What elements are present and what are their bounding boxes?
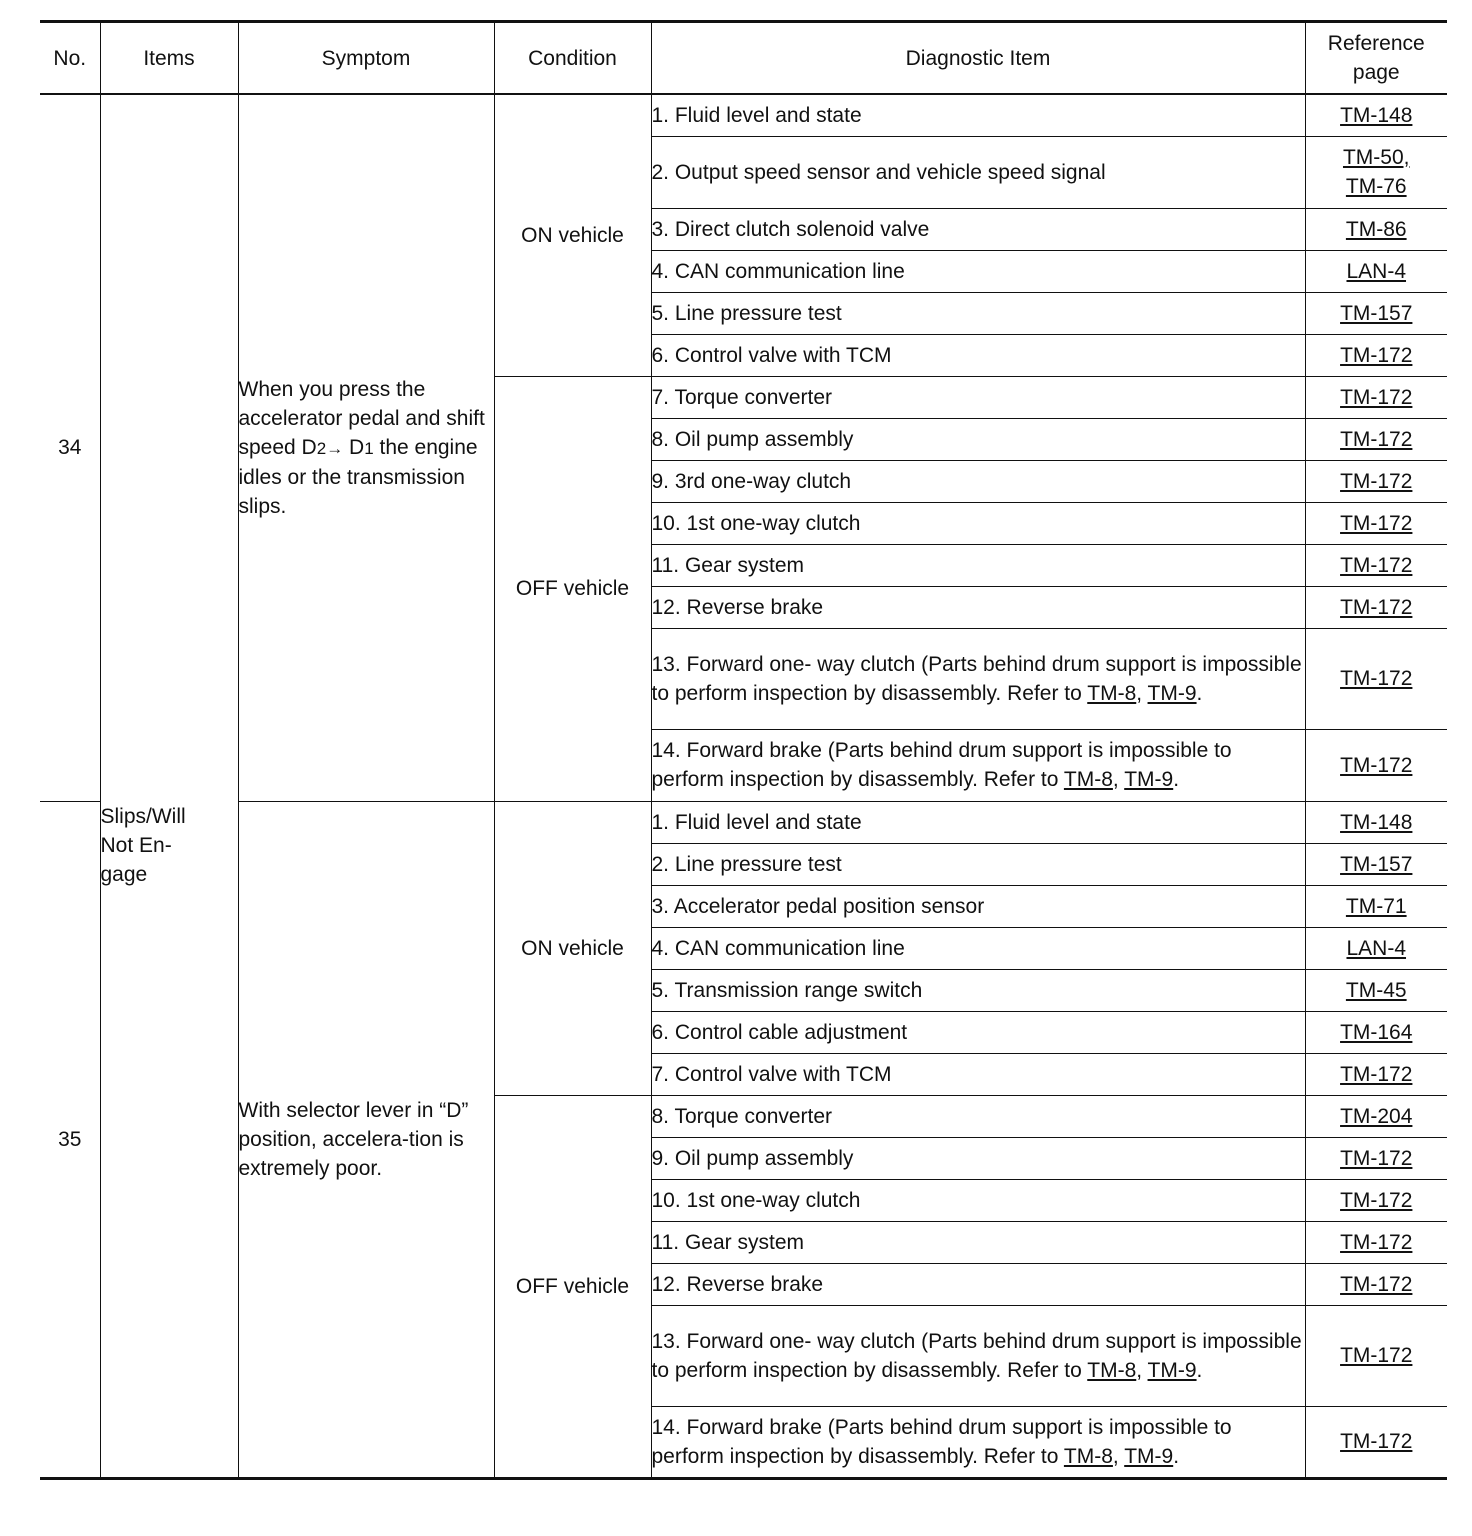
reference-link[interactable]: TM-172 bbox=[1340, 753, 1413, 777]
diagnostic-item: 5. Transmission range switch bbox=[651, 969, 1305, 1011]
diagnostic-item: 3. Accelerator pedal position sensor bbox=[651, 885, 1305, 927]
period: . bbox=[1173, 768, 1180, 791]
case-number: 34 bbox=[40, 94, 100, 801]
reference-link[interactable]: TM-172 bbox=[1340, 1188, 1413, 1212]
diagnostic-item: 2. Line pressure test bbox=[651, 843, 1305, 885]
diagnostic-item: 8. Torque converter bbox=[651, 1095, 1305, 1137]
header-diagnostic-item: Diagnostic Item bbox=[651, 22, 1305, 95]
diagnostic-item: 7. Control valve with TCM bbox=[651, 1053, 1305, 1095]
reference-link[interactable]: TM-45 bbox=[1345, 978, 1407, 1002]
symptom-text: When you press the accelerator pedal and shift speed D bbox=[238, 377, 485, 459]
reference-link[interactable]: TM-172 bbox=[1340, 343, 1413, 367]
diagnostic-item: 3. Direct clutch solenoid valve bbox=[651, 208, 1305, 250]
reference-link[interactable]: TM-172 bbox=[1340, 511, 1413, 535]
symptom-cell bbox=[238, 94, 494, 801]
inline-reference-link[interactable]: TM-8 bbox=[1063, 1444, 1113, 1468]
diagnostic-item bbox=[651, 628, 1305, 729]
diagnostic-item: 1. Fluid level and state bbox=[651, 801, 1305, 843]
diagnostic-item: 8. Oil pump assembly bbox=[651, 418, 1305, 460]
reference-link[interactable]: TM-172 bbox=[1340, 1062, 1413, 1086]
case-number: 35 bbox=[40, 801, 100, 1478]
symptom-cell bbox=[238, 801, 494, 1478]
reference-link[interactable]: TM-172 bbox=[1340, 469, 1413, 493]
inline-reference-link[interactable]: TM-8 bbox=[1063, 768, 1113, 791]
header-symptom: Symptom bbox=[238, 22, 494, 95]
header-no: No. bbox=[53, 46, 87, 70]
diagnostic-item: 4. CAN communication line bbox=[651, 250, 1305, 292]
diagnostic-item: 11. Gear system bbox=[651, 544, 1305, 586]
diagnostic-item: 2. Output speed sensor and vehicle speed signal bbox=[651, 136, 1305, 208]
diagnostic-item: 10. 1st one-way clutch bbox=[651, 1179, 1305, 1221]
inline-reference-link[interactable]: TM-8 bbox=[1087, 1358, 1137, 1382]
reference-link[interactable]: TM-172 bbox=[1340, 553, 1413, 577]
period: . bbox=[1173, 1444, 1180, 1468]
diagnostic-item: 7. Torque converter bbox=[651, 376, 1305, 418]
condition-cell: ON vehicle bbox=[494, 94, 651, 376]
reference-link[interactable]: TM-86 bbox=[1345, 217, 1407, 241]
separator: , bbox=[1136, 681, 1148, 705]
diagnostic-item: 5. Line pressure test bbox=[651, 292, 1305, 334]
condition-cell: ON vehicle bbox=[494, 801, 651, 1095]
diagnostic-item: 11. Gear system bbox=[651, 1221, 1305, 1263]
diagnostic-item bbox=[651, 729, 1305, 801]
separator: , bbox=[1136, 1358, 1148, 1382]
diagnostic-item: 4. CAN communication line bbox=[651, 927, 1305, 969]
diagnostic-item-text: 14. Forward brake (Parts behind drum support is impossible to perform inspection by disassembly. Refer to bbox=[651, 739, 1232, 791]
reference-link[interactable]: TM-148 bbox=[1340, 103, 1413, 127]
diagnostic-item: 12. Reverse brake bbox=[651, 586, 1305, 628]
header-items: Items bbox=[100, 22, 238, 95]
items-label: Slips/Will Not En-gage bbox=[100, 805, 186, 887]
reference-link[interactable]: TM-50, bbox=[1342, 146, 1410, 169]
reference-link[interactable]: TM-172 bbox=[1340, 1430, 1413, 1453]
header-condition: Condition bbox=[494, 22, 651, 95]
reference-link[interactable]: TM-172 bbox=[1340, 385, 1413, 409]
items-cell bbox=[100, 94, 238, 1478]
inline-reference-link[interactable]: TM-9 bbox=[1124, 1444, 1174, 1468]
reference-link[interactable]: TM-172 bbox=[1340, 595, 1413, 619]
reference-link[interactable]: TM-172 bbox=[1340, 427, 1413, 451]
diagnostic-item-text: 13. Forward one- way clutch (Parts behind drum support is impossible to perform inspection by disassembly. Refer to bbox=[651, 652, 1302, 705]
arrow-icon: → bbox=[326, 438, 344, 458]
diagnostic-item: 6. Control cable adjustment bbox=[651, 1011, 1305, 1053]
reference-link[interactable]: TM-157 bbox=[1340, 852, 1413, 876]
condition-cell: OFF vehicle bbox=[494, 376, 651, 801]
header-reference-page: Reference page bbox=[1305, 22, 1447, 95]
inline-reference-link[interactable]: TM-9 bbox=[1124, 768, 1174, 791]
symptom-subscript: 1 bbox=[364, 438, 374, 458]
diagnostic-item: 9. 3rd one-way clutch bbox=[651, 460, 1305, 502]
reference-link[interactable]: TM-172 bbox=[1340, 1344, 1413, 1367]
reference-link[interactable]: TM-204 bbox=[1340, 1104, 1413, 1128]
condition-cell: OFF vehicle bbox=[494, 1095, 651, 1478]
symptom-text: the engine idles or the transmission slips. bbox=[238, 435, 478, 518]
period: . bbox=[1196, 1358, 1203, 1382]
diagnostic-item: 12. Reverse brake bbox=[651, 1263, 1305, 1305]
table-row bbox=[40, 801, 1447, 843]
reference-link[interactable]: TM-172 bbox=[1340, 1272, 1413, 1296]
header-row bbox=[40, 22, 1447, 95]
diagnostic-item-text: 13. Forward one- way clutch (Parts behind drum support is impossible to perform inspection by disassembly. Refer to bbox=[651, 1329, 1302, 1382]
reference-link[interactable]: TM-172 bbox=[1340, 667, 1413, 690]
period: . bbox=[1196, 681, 1203, 705]
diagnostic-item-text: 14. Forward brake (Parts behind drum support is impossible to perform inspection by disassembly. Refer to bbox=[651, 1415, 1232, 1468]
reference-link[interactable]: TM-172 bbox=[1340, 1146, 1413, 1170]
separator: , bbox=[1112, 768, 1125, 791]
diagnostic-item: 1. Fluid level and state bbox=[651, 94, 1305, 136]
reference-link[interactable]: TM-164 bbox=[1340, 1020, 1413, 1044]
diagnostic-item bbox=[651, 1305, 1305, 1406]
table-row bbox=[40, 94, 1447, 136]
diagnostic-item: 9. Oil pump assembly bbox=[651, 1137, 1305, 1179]
symptom-text: D bbox=[343, 435, 365, 459]
inline-reference-link[interactable]: TM-8 bbox=[1087, 681, 1137, 705]
reference-link[interactable]: LAN-4 bbox=[1346, 259, 1407, 283]
diagnostic-item: 6. Control valve with TCM bbox=[651, 334, 1305, 376]
reference-link[interactable]: TM-157 bbox=[1340, 301, 1413, 325]
reference-link[interactable]: TM-172 bbox=[1340, 1230, 1413, 1254]
diagnostic-table bbox=[40, 20, 1447, 1480]
reference-link[interactable]: TM-71 bbox=[1345, 894, 1407, 918]
diagnostic-item: 10. 1st one-way clutch bbox=[651, 502, 1305, 544]
symptom-text: With selector lever in “D” position, accelera-tion is extremely poor. bbox=[238, 1098, 469, 1180]
diagnostic-item bbox=[651, 1406, 1305, 1478]
inline-reference-link[interactable]: TM-9 bbox=[1147, 681, 1197, 705]
symptom-subscript: 2 bbox=[316, 438, 327, 458]
separator: , bbox=[1112, 1444, 1125, 1468]
reference-link[interactable]: TM-76 bbox=[1345, 175, 1407, 198]
reference-link[interactable]: LAN-4 bbox=[1346, 936, 1407, 960]
reference-link[interactable]: TM-148 bbox=[1340, 810, 1413, 834]
inline-reference-link[interactable]: TM-9 bbox=[1147, 1358, 1197, 1382]
